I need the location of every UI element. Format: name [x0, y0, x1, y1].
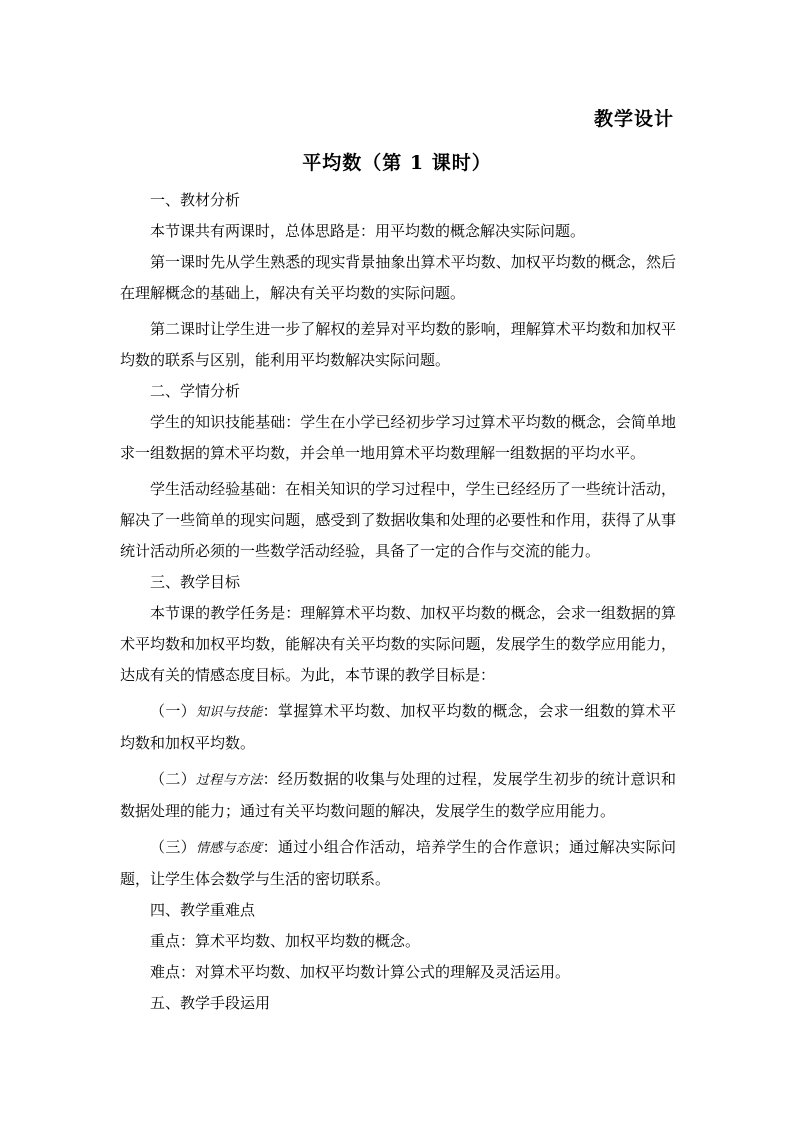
document-header-label: 教学设计 — [593, 108, 674, 130]
paragraph: 学生活动经验基础：在相关知识的学习过程中，学生已经经历了一些统计活动，解决了一些简单的现实问题，感受到了数据收集和处理的必要性和作用，获得了从事统计活动所必须的一些数学活动经验，具备了一定的合作与交流的能力。 — [120, 480, 676, 560]
paragraph: 本节课共有两课时，总体思路是：用平均数的概念解决实际问题。 — [150, 222, 586, 240]
goal-label: 情感与态度 — [195, 841, 263, 856]
section-heading-teaching-methods: 五、教学手段运用 — [150, 994, 271, 1012]
goal-item — [120, 696, 676, 759]
section-heading-student-analysis: 二、学情分析 — [150, 382, 241, 400]
paragraph: 学生的知识技能基础：学生在小学已经初步学习过算术平均数的概念，会简单地求一组数据的算术平均数，并会单一地用算术平均数理解一组数据的平均水平。 — [120, 413, 676, 462]
section-heading-textbook-analysis: 一、教材分析 — [150, 191, 241, 209]
paragraph: 本节课的教学任务是：理解算术平均数、加权平均数的概念，会求一组数据的算术平均数和加权平均数，能解决有关平均数的实际问题，发展学生的数学应用能力，达成有关的情感态度目标。为此，本节课的教学目标是： — [120, 604, 676, 684]
paragraph: 第二课时让学生进一步了解权的差异对平均数的影响，理解算术平均数和加权平均数的联系与区别，能利用平均数解决实际问题。 — [120, 320, 676, 369]
goal-text: ：掌握算术平均数、加权平均数的概念，会求一组数的算术平均数和加权平均数。 — [120, 702, 676, 752]
goal-label: 知识与技能 — [195, 705, 263, 720]
goal-text: ：通过小组合作活动，培养学生的合作意识；通过解决实际问题，让学生体会数学与生活的密切联系。 — [120, 838, 676, 888]
section-heading-teaching-goals: 三、教学目标 — [150, 573, 241, 591]
goal-number: （二） — [150, 770, 196, 788]
paragraph: 难点：对算术平均数、加权平均数计算公式的理解及灵活运用。 — [150, 963, 571, 981]
page-title: 平均数（第 1 课时） — [302, 152, 492, 174]
paragraph: 第一课时先从学生熟悉的现实背景抽象出算术平均数、加权平均数的概念，然后在理解概念的基础上，解决有关平均数的实际问题。 — [120, 253, 676, 302]
goal-text: ：经历数据的收集与处理的过程，发展学生初步的统计意识和数据处理的能力；通过有关平均数问题的解决，发展学生的数学应用能力。 — [120, 770, 676, 820]
goal-label: 过程与方法 — [195, 773, 263, 788]
goal-number: （一） — [150, 702, 196, 720]
goal-number: （三） — [150, 838, 196, 856]
section-heading-key-points: 四、教学重难点 — [150, 901, 256, 919]
goal-item — [120, 832, 676, 895]
paragraph: 重点：算术平均数、加权平均数的概念。 — [150, 932, 421, 950]
goal-item — [120, 764, 676, 827]
document-body — [120, 185, 676, 1019]
